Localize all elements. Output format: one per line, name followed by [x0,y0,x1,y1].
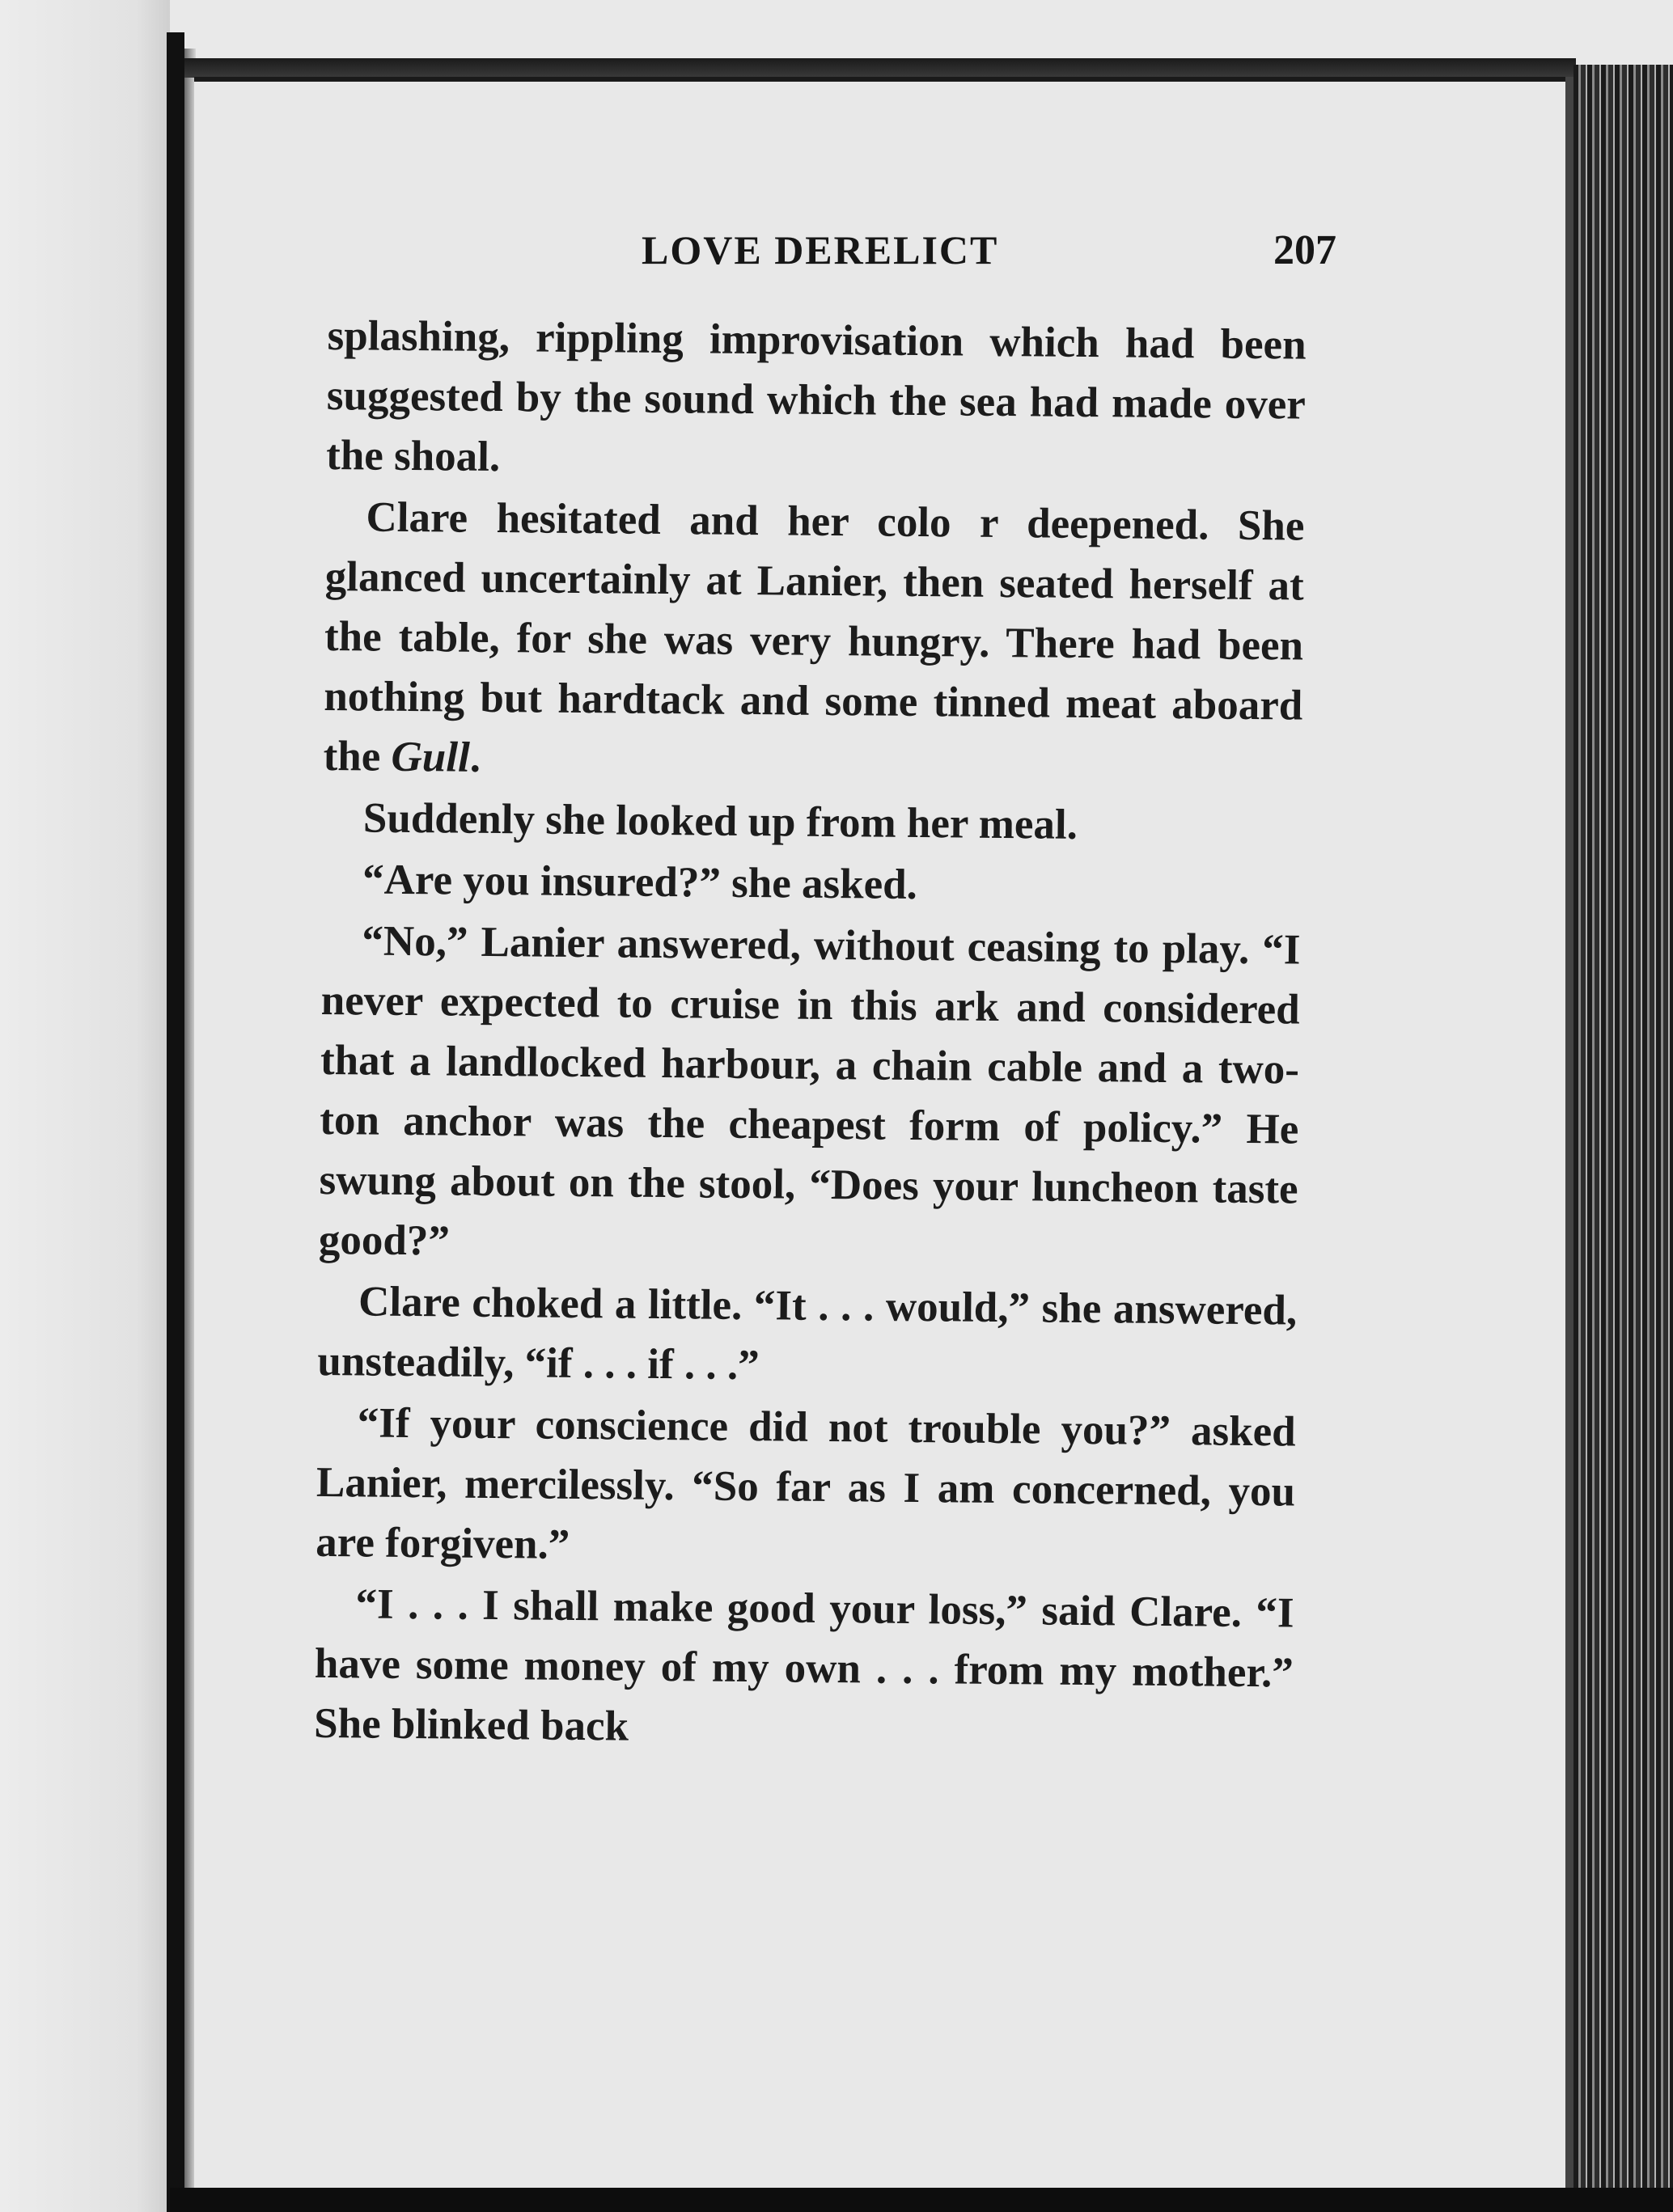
paragraph: “No,” Lanier answered, without ceasing to play. “I never expected to cruise in this ark and considered that a landlocked harbour, a chain cable and a two-ton anchor was the cheapest form of policy.” He swung about on the stool, “Does your luncheon taste good?” [318,917,1301,1265]
page-top-edge [184,58,1576,78]
paragraph: Suddenly she looked up from her meal. [362,794,1078,848]
paragraph: “If your conscience did not trouble you?” asked Lanier, mercilessly. “So far as I am concerned, you are forgiven.” [316,1399,1296,1568]
stacked-page-edges [1573,65,1673,2212]
running-title: LOVE DERELICT [642,227,999,273]
paragraph-text-end: . [469,734,481,781]
paragraph-text: Clare hesitated and her colo r deepened. She glanced uncertainly at Lanier, then seated herself at the table, for she was very hungry. There had been nothing but hardtack and some tinned meat aboard the [323,493,1305,780]
running-head [324,226,1336,283]
book-spine [167,32,184,2212]
paragraph: “I . . . I shall make good your loss,” said Clare. “I have some money of my own . . . from my mother.” She blinked back [313,1580,1294,1750]
page-number: 207 [1273,227,1336,273]
body-text [314,306,1307,1763]
paragraph: splashing, rippling improvisation which had been suggested by the sound which the sea had made over the shoal. [325,311,1307,481]
paragraph: Clare choked a little. “It . . . would,” she answered, unsteadily, “if . . . if . . .” [317,1278,1298,1389]
ship-name: Gull [391,733,471,781]
paragraph: “Are you insured?” she asked. [362,856,918,909]
paragraph [323,487,1304,796]
facing-page-edge [0,0,170,2212]
page-bottom-edge [170,2188,1673,2212]
